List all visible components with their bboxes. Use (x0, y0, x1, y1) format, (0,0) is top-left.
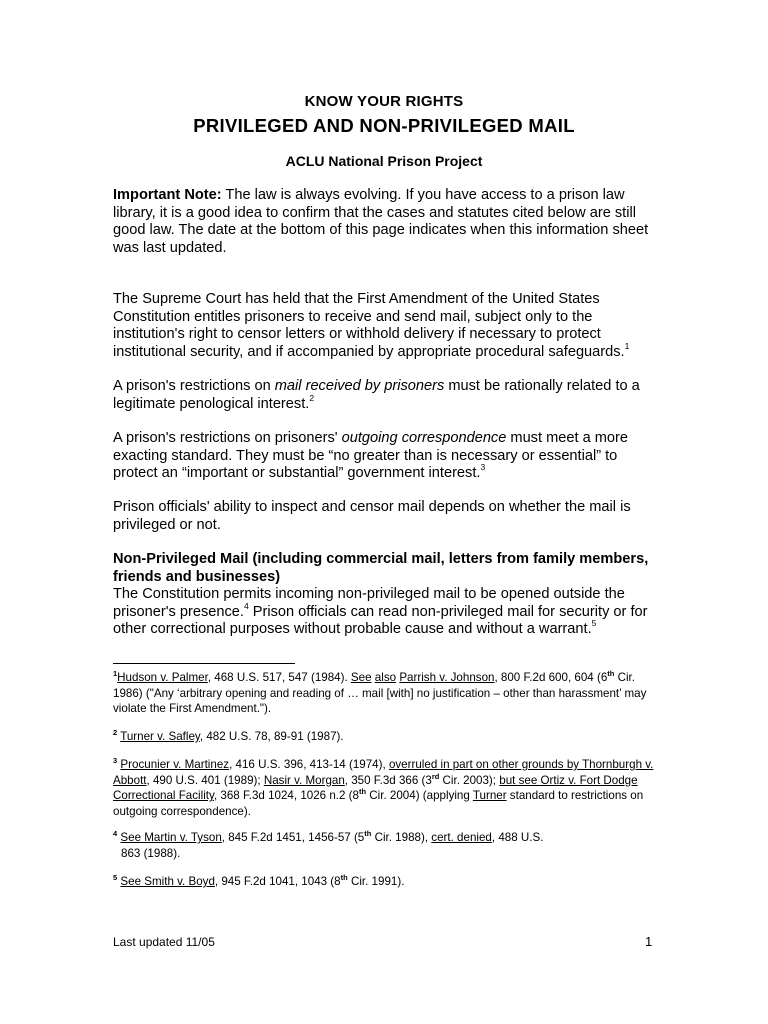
footnote-1 (113, 670, 658, 717)
case-citation: Procunier v. Martinez (120, 758, 230, 771)
paragraph-incoming-mail (113, 378, 653, 413)
important-note-text: The law is always evolving. If you have access to a prison law library, it is a good idea to confirm that the cases and statutes cited below are still good law. The date at the bottom of this page indicates when this information sheet was last updated. (113, 187, 649, 256)
footnote-number: 4 (113, 829, 118, 838)
footnote-5 (113, 874, 658, 890)
case-citation: Turner (472, 789, 507, 803)
footnote-number: 5 (113, 873, 118, 882)
ordinal-suffix: th (340, 873, 348, 882)
case-citation: See Smith v. Boyd (120, 875, 215, 888)
case-citation: Parrish v. Johnson (399, 671, 495, 684)
footnote-text: Cir. 1988), (371, 831, 432, 844)
footnote-ref: 2 (309, 392, 315, 403)
footnote-text: , 350 F.3d 366 (3 (344, 773, 432, 787)
emphasis-text: mail received by prisoners (274, 378, 445, 394)
title-know-your-rights: KNOW YOUR RIGHTS (304, 93, 464, 110)
important-note (113, 187, 653, 257)
section-heading: Non-Privileged Mail (including commercial mail, letters from family members, friends and businesses) (113, 551, 649, 585)
footnote-text: , 482 U.S. 78, 89-91 (1987). (199, 730, 344, 743)
emphasis-text: outgoing correspondence (341, 430, 507, 446)
footnote-text: , 488 U.S. (491, 831, 544, 844)
important-note-label: Important Note: (113, 187, 222, 203)
paragraph-text: A prison's restrictions on (113, 378, 275, 394)
footnote-text: standard to restrictions on outgoing correspondence). (113, 789, 644, 818)
signal-word: also (374, 671, 397, 684)
footnote-text: , 416 U.S. 396, 413-14 (1974), (229, 758, 389, 771)
footnote-text: Cir. 1991). (347, 875, 405, 888)
footnote-number: 2 (113, 728, 118, 737)
ordinal-suffix: th (364, 829, 372, 838)
ordinal-suffix: th (607, 669, 615, 678)
footnote-ref: 3 (480, 462, 486, 473)
page-number: 1 (645, 934, 653, 949)
paragraph-text: The Constitution permits incoming non-privileged mail to be opened outside the prisoner's presence. (113, 586, 625, 620)
footnote-text: 863 (1988). (121, 846, 181, 860)
footnote-text: , 945 F.2d 1041, 1043 (8 (214, 875, 341, 888)
paragraph-text: Prison officials' ability to inspect and censor mail depends on whether the mail is privileged or not. (113, 499, 631, 533)
paragraph-text: must meet a more exacting standard. They must be “no greater than is necessary or essential” to protect an “important or substantial” government interest. (113, 430, 629, 482)
footnote-text: , 490 U.S. 401 (1989); (146, 773, 264, 787)
footnote-text: Cir. 1986) ("Any ‘arbitrary opening and reading of … mail [with] no justification – other than harassment’ may violate the First Amendment."). (113, 671, 647, 716)
case-citation: Nasir v. Morgan (263, 773, 345, 787)
paragraph-text: must be rationally related to a legitimate penological interest. (113, 378, 640, 412)
case-citation: cert. denied (431, 831, 492, 844)
case-citation: overruled in part on other grounds by Thornburgh v. Abbott (113, 758, 654, 787)
paragraph-first-amendment (113, 291, 653, 361)
footnote-text: , 468 U.S. 517, 547 (1984). (207, 671, 351, 684)
document-title: PRIVILEGED AND NON-PRIVILEGED MAIL (193, 115, 575, 136)
paragraph-text: A prison's restrictions on prisoners' (113, 430, 342, 446)
paragraph-outgoing-mail (113, 430, 653, 483)
ordinal-suffix: rd (431, 771, 440, 781)
footnote-text: , 845 F.2d 1451, 1456-57 (5 (221, 831, 365, 844)
last-updated-footer: Last updated 11/05 (113, 935, 215, 949)
footnote-text: Cir. 2004) (applying (366, 789, 473, 803)
footnote-4 (113, 830, 658, 861)
section-non-privileged-mail (113, 551, 653, 639)
footnote-text: , 368 F.3d 1024, 1026 n.2 (8 (213, 789, 359, 803)
footnote-number: 3 (113, 756, 118, 765)
case-citation: Hudson v. Palmer (117, 671, 208, 684)
footnote-text: , 800 F.2d 600, 604 (6 (494, 671, 608, 684)
case-citation: but see Ortiz v. Fort Dodge Correctional Facility (113, 773, 638, 803)
footnote-3 (113, 757, 658, 819)
case-citation: See Martin v. Tyson (120, 831, 222, 844)
footnote-2 (113, 729, 658, 745)
ordinal-suffix: th (358, 787, 367, 797)
paragraph-text: Prison officials can read non-privileged mail for security or for other correctional purposes without probable cause and without a warrant. (113, 603, 648, 638)
footnote-separator (113, 663, 295, 664)
paragraph-text: The Supreme Court has held that the First Amendment of the United States Constitution entitles prisoners to receive and send mail, subject only to the institution's right to censor letters or withhold delivery if necessary to protect institutional security, and if accompanied by appropriate procedural safeguards. (113, 291, 625, 360)
footnote-ref: 1 (624, 340, 630, 351)
footnote-text: Cir. 2003); (439, 773, 500, 787)
footnote-number: 1 (113, 669, 118, 678)
footnote-ref: 4 (243, 600, 249, 611)
signal-word: See (350, 671, 372, 684)
organization-name: ACLU National Prison Project (285, 153, 483, 169)
case-citation: Turner v. Safley (120, 730, 200, 743)
footnote-ref: 5 (591, 618, 597, 629)
paragraph-inspection (113, 499, 653, 534)
